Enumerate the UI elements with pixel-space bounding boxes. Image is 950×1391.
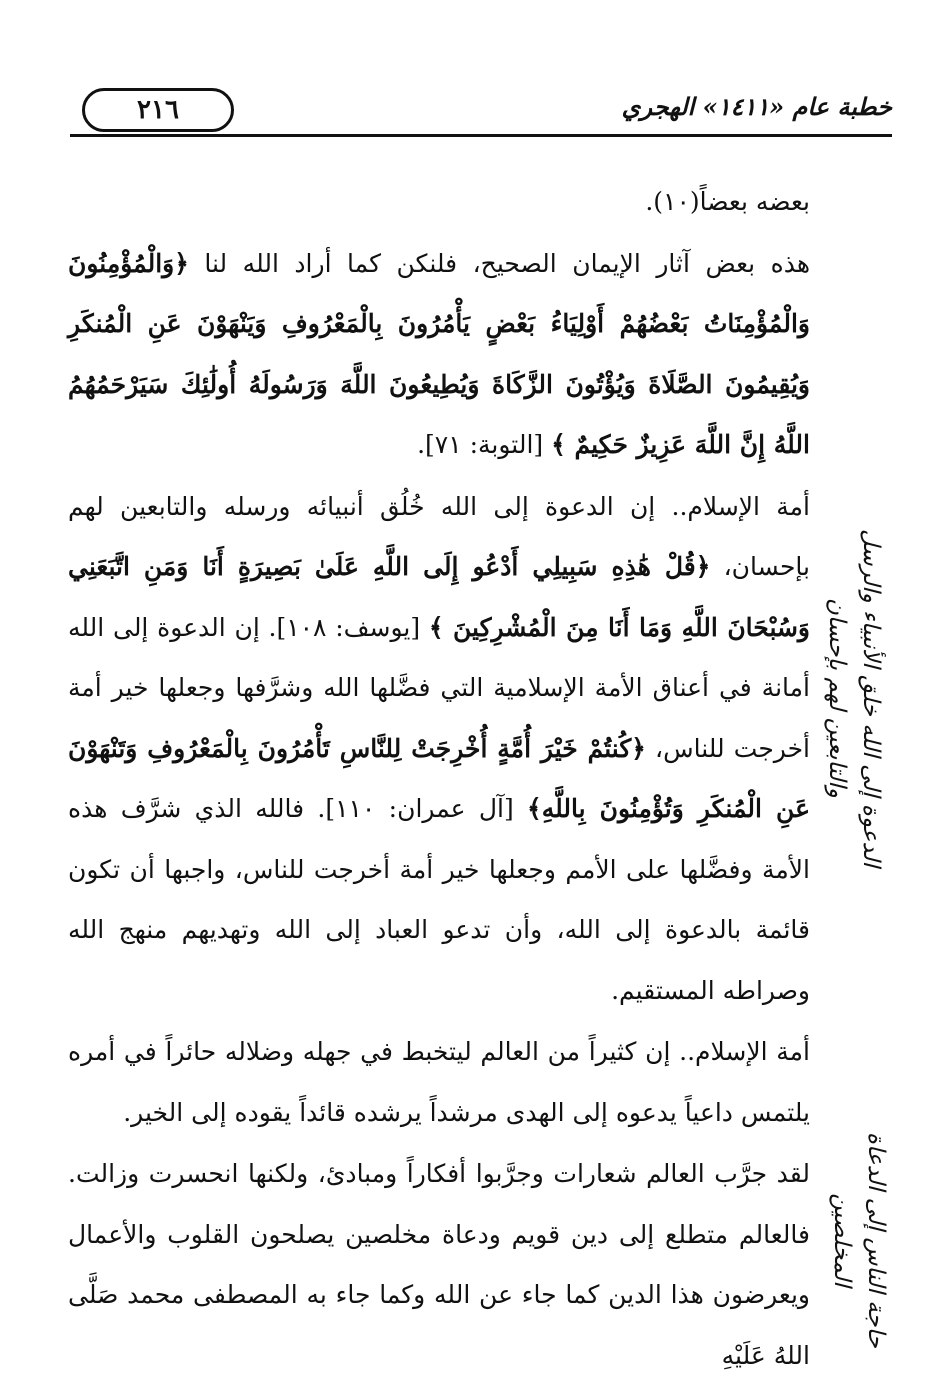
- paragraph: أمة الإسلام.. إن كثيراً من العالم ليتخبط في جهله وضلاله حائراً في أمره يلتمس داعياً يدعوه إلى الهدى مرشداً يرشده قائداً يقوده إلى الخير.: [68, 1037, 810, 1127]
- page-header: [70, 88, 892, 130]
- quran-verse: ﴿قُلْ هَٰذِهِ سَبِيلِي أَدْعُو إِلَى اللَّهِ عَلَىٰ بَصِيرَةٍ أَنَا وَمَنِ اتَّبَعَنِي وَسُبْحَانَ اللَّهِ وَمَا أَنَا مِنَ الْمُشْرِكِينَ ﴾: [68, 552, 811, 642]
- margin-note: الدعوة إلى الله خلق الأنبياء والرسل والتابعين لهم بإحسان: [824, 528, 884, 868]
- quran-verse: ﴿كُنتُمْ خَيْرَ أُمَّةٍ أُخْرِجَتْ لِلنَّاسِ تَأْمُرُونَ بِالْمَعْرُوفِ وَتَنْهَوْنَ عَنِ الْمُنكَرِ وَتُؤْمِنُونَ بِاللَّهِ﴾: [68, 733, 810, 823]
- page-number: ٢١٦: [82, 88, 234, 132]
- main-text: [68, 172, 810, 1386]
- paragraph: بعضه بعضاً(١٠).: [645, 187, 810, 216]
- running-title: خطبة عام «١٤١١» الهجري: [621, 92, 892, 121]
- verse-reference: [التوبة: ٧١].: [417, 430, 544, 459]
- paragraph: لقد جرَّب العالم شعارات وجرَّبوا أفكاراً ومبادئ، ولكنها انحسرت وزالت. فالعالم متطلع إلى دين قويم ودعاة مخلصين يصلحون القلوب والأعمال ويعرضون هذا الدين كما جاء عن الله وكما جاء به المصطفى محمد صَلَّى اللهُ عَلَيْهِ: [68, 1159, 810, 1370]
- margin-note: حاجة الناس إلى الدعاة المخلصين: [829, 1132, 889, 1348]
- paragraph: هذه بعض آثار الإيمان الصحيح، فلنكن كما أراد الله لنا ﴿وَالْمُؤْمِنُونَ وَالْمُؤْمِنَاتُ بَعْضُهُمْ أَوْلِيَاءُ بَعْضٍ يَأْمُرُونَ بِالْمَعْرُوفِ وَيَنْهَوْنَ عَنِ الْمُنكَرِ وَيُقِيمُونَ الصَّلَاةَ وَيُؤْتُونَ الزَّكَاةَ وَيُطِيعُونَ اللَّهَ وَرَسُولَهُ أُولَٰئِكَ سَيَرْحَمُهُمُ اللَّهُ إِنَّ اللَّهَ عَزِيزٌ حَكِيمٌ ﴾ [التوبة: ٧١].: [68, 248, 810, 459]
- header-rule: [70, 134, 892, 137]
- quran-verse: ﴿وَالْمُؤْمِنُونَ وَالْمُؤْمِنَاتُ بَعْضُهُمْ أَوْلِيَاءُ بَعْضٍ يَأْمُرُونَ بِالْمَعْرُوفِ وَيَنْهَوْنَ عَنِ الْمُنكَرِ وَيُقِيمُونَ الصَّلَاةَ وَيُؤْتُونَ الزَّكَاةَ وَيُطِيعُونَ اللَّهَ وَرَسُولَهُ أُولَٰئِكَ سَيَرْحَمُهُمُ اللَّهُ إِنَّ اللَّهَ عَزِيزٌ حَكِيمٌ ﴾: [68, 248, 810, 459]
- paragraph: أمة الإسلام.. إن الدعوة إلى الله خُلُق أنبيائه ورسله والتابعين لهم بإحسان، ﴿قُلْ هَٰذِهِ سَبِيلِي أَدْعُو إِلَى اللَّهِ عَلَىٰ بَصِيرَةٍ أَنَا وَمَنِ اتَّبَعَنِي وَسُبْحَانَ اللَّهِ وَمَا أَنَا مِنَ الْمُشْرِكِينَ ﴾ [يوسف: ١٠٨]. إن الدعوة إلى الله أمانة في أعناق الأمة الإسلامية التي فضَّلها الله وشرَّفها وجعلها خير أمة أخرجت للناس، ﴿كُنتُمْ خَيْرَ أُمَّةٍ أُخْرِجَتْ لِلنَّاسِ تَأْمُرُونَ بِالْمَعْرُوفِ وَتَنْهَوْنَ عَنِ الْمُنكَرِ وَتُؤْمِنُونَ بِاللَّهِ﴾ [آل عمران: ١١٠]. فالله الذي شرَّف هذه الأمة وفضَّلها على الأمم وجعلها خير أمة أخرجت للناس، واجبها أن تكون قائمة بالدعوة إلى الله، وأن تدعو العباد إلى الله وتهديهم منهج الله وصراطه المستقيم.: [68, 491, 811, 1005]
